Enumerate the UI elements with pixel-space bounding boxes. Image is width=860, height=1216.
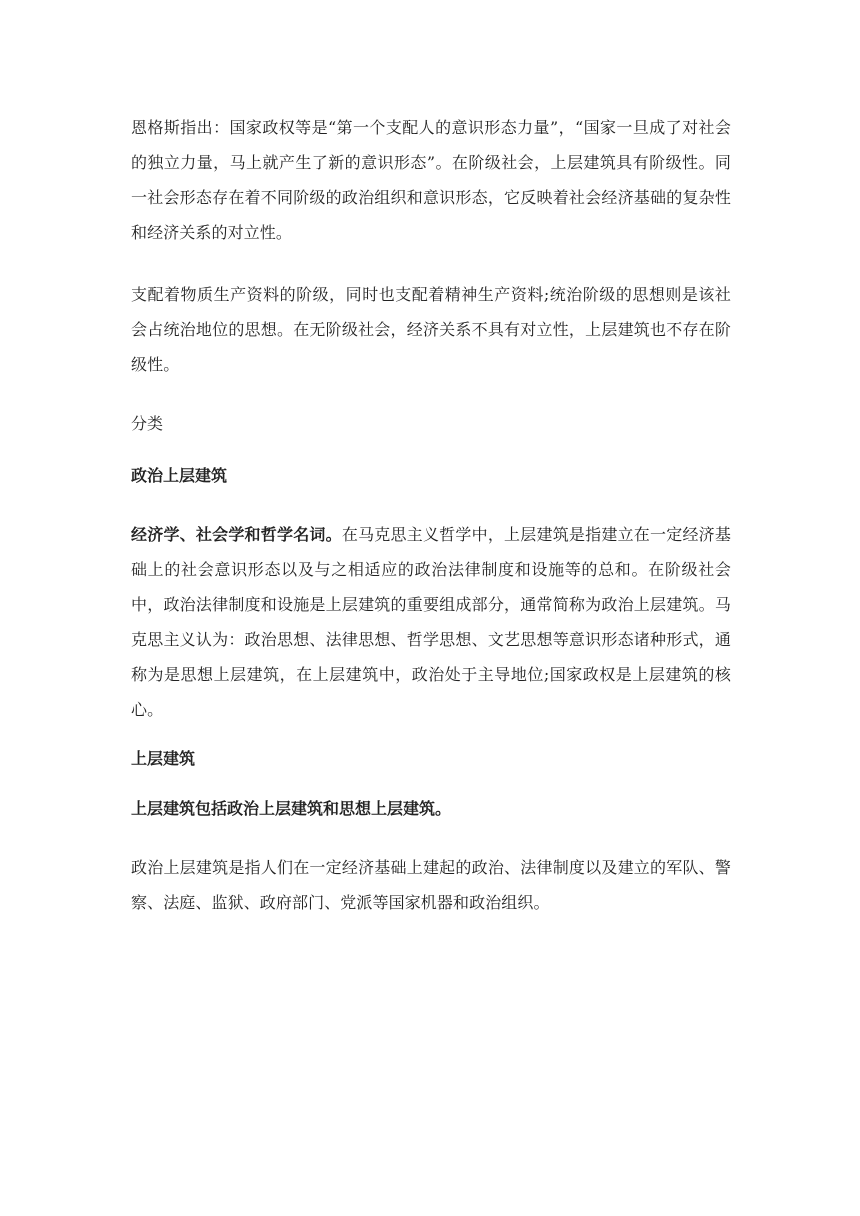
heading-superstructure: 上层建筑 xyxy=(131,749,196,768)
heading-superstructure-includes: 上层建筑包括政治上层建筑和思想上层建筑。 xyxy=(131,799,452,818)
paragraph-political-superstructure-definition: 政治上层建筑是指人们在一定经济基础上建起的政治、法律制度以及建立的军队、警察、法庭、监狱、政府部门、党派等国家机器和政治组织。 xyxy=(131,858,731,912)
definition-body: 在马克思主义哲学中，上层建筑是指建立在一定经济基础上的社会意识形态以及与之相适应的政治法律制度和设施等的总和。在阶级社会中，政治法律制度和设施是上层建筑的重要组成部分，通常简称为政治上层建筑。马克思主义认为：政治思想、法律思想、哲学思想、文艺思想等意识形态诸种形式，通称为是思想上层建筑，在上层建筑中，政治处于主导地位;国家政权是上层建筑的核心。 xyxy=(131,525,731,719)
document-body xyxy=(131,110,731,948)
heading-political-superstructure: 政治上层建筑 xyxy=(131,466,228,485)
heading-classification: 分类 xyxy=(131,414,164,433)
paragraph-engels-quote: 恩格斯指出：国家政权等是“第一个支配人的意识形态力量”，“国家一旦成了对社会的独立力量，马上就产生了新的意识形态”。在阶级社会，上层建筑具有阶级性。同一社会形态存在着不同阶级的政治组织和意识形态，它反映着社会经济基础的复杂性和经济关系的对立性。 xyxy=(131,118,731,242)
definition-lead: 经济学、社会学和哲学名词。 xyxy=(131,525,342,544)
paragraph-definition xyxy=(131,517,731,727)
paragraph-ruling-class: 支配着物质生产资料的阶级，同时也支配着精神生产资料;统治阶级的思想则是该社会占统治地位的思想。在无阶级社会，经济关系不具有对立性，上层建筑也不存在阶级性。 xyxy=(131,285,731,374)
